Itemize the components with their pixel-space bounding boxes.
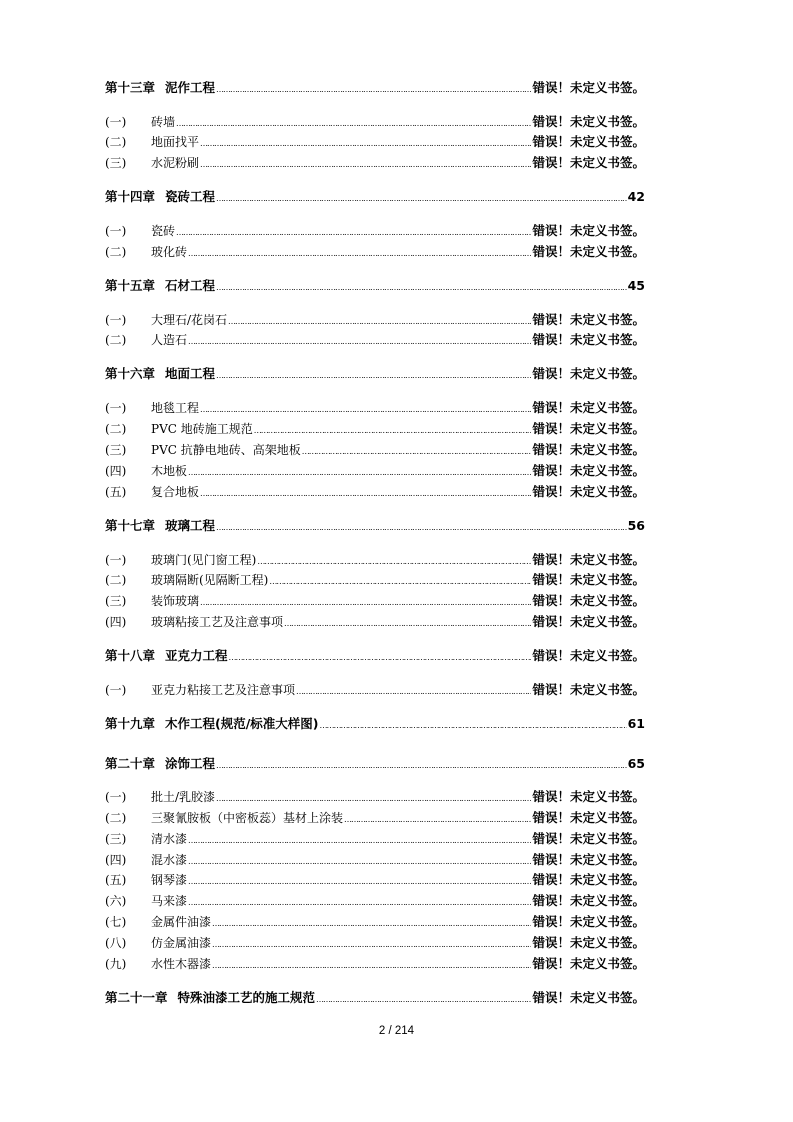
toc-entry-title: 瓷砖工程	[165, 189, 216, 204]
toc-entry-number: (二)	[105, 573, 127, 587]
toc-section-entry[interactable]	[105, 153, 645, 173]
toc-section-entry[interactable]	[105, 891, 645, 911]
toc-section-entry[interactable]	[105, 954, 645, 974]
toc-leader-dots	[228, 313, 531, 327]
toc-chapter-entry[interactable]	[105, 988, 645, 1008]
toc-entry-number: (五)	[105, 485, 127, 499]
toc-entry-page: 错误！未定义书签。	[532, 484, 645, 499]
toc-section-entry[interactable]	[105, 330, 645, 350]
toc-entry-page: 错误！未定义书签。	[532, 421, 645, 436]
toc-entry-page: 45	[627, 278, 645, 293]
toc-entry-title: 马来漆	[151, 894, 188, 908]
toc-entry-number: 第十五章	[105, 278, 156, 293]
toc-leader-dots	[316, 990, 531, 1005]
toc-entry-number: 第十三章	[105, 80, 156, 95]
toc-chapter-entry[interactable]	[105, 646, 645, 666]
toc-entry-page: 错误！未定义书签。	[532, 893, 645, 908]
toc-entry-page: 错误！未定义书签。	[532, 442, 645, 457]
toc-leader-dots	[200, 485, 531, 499]
toc-entry-page: 61	[627, 716, 645, 731]
toc-section-entry[interactable]	[105, 787, 645, 807]
toc-section-entry[interactable]	[105, 112, 645, 132]
toc-entry-title: 玻化砖	[151, 245, 188, 259]
toc-entry-title: 木地板	[151, 464, 188, 478]
toc-entry-title: 涂饰工程	[165, 756, 216, 771]
toc-entry-page: 错误！未定义书签。	[532, 400, 645, 415]
toc-entry-page: 错误！未定义书签。	[532, 463, 645, 478]
toc-leader-dots	[216, 278, 627, 293]
toc-entry-page: 错误！未定义书签。	[532, 810, 645, 825]
toc-entry-page: 42	[627, 189, 645, 204]
toc-entry-title: 玻璃隔断(见隔断工程)	[151, 573, 269, 587]
toc-entry-title: 玻璃工程	[165, 518, 216, 533]
toc-entry-number: (三)	[105, 443, 127, 457]
toc-leader-dots	[216, 518, 627, 533]
toc-entry-page: 错误！未定义书签。	[532, 155, 645, 170]
toc-entry-number: (二)	[105, 422, 127, 436]
page-number: 2 / 214	[378, 1025, 415, 1037]
toc-entry-page: 错误！未定义书签。	[532, 648, 645, 663]
toc-chapter-entry[interactable]	[105, 364, 645, 384]
toc-section-entry[interactable]	[105, 870, 645, 890]
toc-section-entry[interactable]	[105, 933, 645, 953]
toc-entry-page: 错误！未定义书签。	[532, 80, 645, 95]
toc-section-entry[interactable]	[105, 482, 645, 502]
toc-leader-dots	[188, 894, 531, 908]
toc-entry-page: 错误！未定义书签。	[532, 366, 645, 381]
toc-entry-page: 错误！未定义书签。	[532, 114, 645, 129]
toc-leader-dots	[254, 422, 532, 436]
toc-entry-number: 第二十一章	[105, 990, 168, 1005]
toc-entry-title: 复合地板	[151, 485, 200, 499]
toc-chapter-entry[interactable]	[105, 516, 645, 536]
toc-chapter-entry[interactable]	[105, 754, 645, 774]
toc-entry-title: 石材工程	[165, 278, 216, 293]
toc-entry-title: 批土/乳胶漆	[151, 790, 216, 804]
toc-entry-number: (七)	[105, 915, 127, 929]
toc-entry-number: 第十七章	[105, 518, 156, 533]
toc-entry-page: 错误！未定义书签。	[532, 332, 645, 347]
toc-entry-page: 错误！未定义书签。	[532, 134, 645, 149]
toc-entry-title: 玻璃门(见门窗工程)	[151, 553, 257, 567]
toc-leader-dots	[212, 936, 531, 950]
toc-entry-title: 水性木器漆	[151, 957, 212, 971]
toc-section-entry[interactable]	[105, 808, 645, 828]
toc-entry-number: (一)	[105, 115, 127, 129]
toc-leader-dots	[188, 245, 531, 259]
toc-entry-page: 错误！未定义书签。	[532, 956, 645, 971]
toc-entry-title: 仿金属油漆	[151, 936, 212, 950]
toc-leader-dots	[216, 80, 531, 95]
toc-section-entry[interactable]	[105, 221, 645, 241]
toc-entry-title: 大理石/花岗石	[151, 313, 228, 327]
toc-leader-dots	[188, 333, 531, 347]
toc-section-entry[interactable]	[105, 550, 645, 570]
toc-leader-dots	[229, 648, 532, 663]
toc-leader-dots	[188, 873, 531, 887]
toc-entry-number: (一)	[105, 683, 127, 697]
toc-entry-title: 清水漆	[151, 832, 188, 846]
toc-entry-page: 错误！未定义书签。	[532, 244, 645, 259]
toc-entry-number: (五)	[105, 873, 127, 887]
toc-entry-page: 错误！未定义书签。	[532, 223, 645, 238]
toc-entry-page: 65	[627, 756, 645, 771]
toc-section-entry[interactable]	[105, 398, 645, 418]
toc-leader-dots	[200, 594, 531, 608]
toc-entry-title: 装饰玻璃	[151, 594, 200, 608]
toc-entry-title: 三聚氰胺板（中密板蕊）基材上涂装	[151, 811, 344, 825]
toc-section-entry[interactable]	[105, 419, 645, 439]
toc-entry-page: 错误！未定义书签。	[532, 990, 645, 1005]
toc-entry-number: (四)	[105, 853, 127, 867]
toc-entry-number: 第十四章	[105, 189, 156, 204]
toc-leader-dots	[216, 756, 627, 771]
toc-leader-dots	[212, 915, 531, 929]
toc-entry-number: (四)	[105, 615, 127, 629]
toc-entry-number: (二)	[105, 245, 127, 259]
toc-entry-title: 亚克力工程	[165, 648, 228, 663]
toc-entry-title: 水泥粉刷	[151, 156, 200, 170]
toc-entry-page: 错误！未定义书签。	[532, 914, 645, 929]
toc-leader-dots	[200, 401, 531, 415]
toc-entry-number: (三)	[105, 832, 127, 846]
toc-section-entry[interactable]	[105, 242, 645, 262]
toc-leader-dots	[320, 716, 627, 731]
toc-leader-dots	[344, 811, 531, 825]
toc-entry-number: (二)	[105, 333, 127, 347]
toc-section-entry[interactable]	[105, 461, 645, 481]
toc-leader-dots	[216, 366, 531, 381]
toc-chapter-entry[interactable]	[105, 714, 645, 734]
toc-leader-dots	[216, 189, 627, 204]
toc-section-entry[interactable]	[105, 680, 645, 700]
toc-entry-title: 金属件油漆	[151, 915, 212, 929]
toc-section-entry[interactable]	[105, 570, 645, 590]
toc-chapter-entry[interactable]	[105, 276, 645, 296]
toc-leader-dots	[302, 443, 532, 457]
toc-entry-title: 混水漆	[151, 853, 188, 867]
toc-leader-dots	[188, 464, 531, 478]
toc-section-entry[interactable]	[105, 591, 645, 611]
toc-section-entry[interactable]	[105, 612, 645, 632]
toc-section-entry[interactable]	[105, 829, 645, 849]
toc-leader-dots	[176, 224, 531, 238]
toc-section-entry[interactable]	[105, 850, 645, 870]
toc-leader-dots	[296, 683, 531, 697]
toc-entry-page: 错误！未定义书签。	[532, 572, 645, 587]
toc-leader-dots	[212, 957, 531, 971]
toc-leader-dots	[200, 135, 531, 149]
toc-entry-number: 第十八章	[105, 648, 156, 663]
toc-entry-number: (一)	[105, 401, 127, 415]
toc-chapter-entry[interactable]	[105, 187, 645, 207]
toc-entry-title: 特殊油漆工艺的施工规范	[177, 990, 316, 1005]
toc-entry-title: 砖墙	[151, 115, 176, 129]
toc-entry-title: 地毯工程	[151, 401, 200, 415]
toc-entry-number: (二)	[105, 811, 127, 825]
toc-entry-title: 玻璃粘接工艺及注意事项	[151, 615, 284, 629]
toc-leader-dots	[284, 615, 531, 629]
toc-leader-dots	[257, 553, 531, 567]
toc-entry-number: (九)	[105, 957, 127, 971]
toc-entry-number: (一)	[105, 224, 127, 238]
toc-leader-dots	[176, 115, 531, 129]
toc-entry-page: 错误！未定义书签。	[532, 614, 645, 629]
toc-entry-page: 56	[627, 518, 645, 533]
toc-entry-number: (三)	[105, 594, 127, 608]
toc-leader-dots	[216, 790, 531, 804]
toc-entry-page: 错误！未定义书签。	[532, 852, 645, 867]
toc-entry-number: (三)	[105, 156, 127, 170]
toc-entry-number: (六)	[105, 894, 127, 908]
toc-leader-dots	[200, 156, 531, 170]
toc-entry-title: 地面工程	[165, 366, 216, 381]
toc-section-entry[interactable]	[105, 440, 645, 460]
toc-entry-number: (一)	[105, 553, 127, 567]
toc-leader-dots	[188, 853, 531, 867]
toc-entry-number: (一)	[105, 313, 127, 327]
toc-entry-page: 错误！未定义书签。	[532, 312, 645, 327]
toc-entry-number: (八)	[105, 936, 127, 950]
toc-leader-dots	[188, 832, 531, 846]
toc-entry-page: 错误！未定义书签。	[532, 831, 645, 846]
toc-entry-page: 错误！未定义书签。	[532, 682, 645, 697]
toc-entry-page: 错误！未定义书签。	[532, 935, 645, 950]
toc-chapter-entry[interactable]	[105, 78, 645, 98]
toc-entry-page: 错误！未定义书签。	[532, 552, 645, 567]
toc-section-entry[interactable]	[105, 912, 645, 932]
toc-entry-number: 第二十章	[105, 756, 156, 771]
toc-entry-number: (二)	[105, 135, 127, 149]
toc-entry-title: 泥作工程	[165, 80, 216, 95]
toc-section-entry[interactable]	[105, 310, 645, 330]
toc-entry-page: 错误！未定义书签。	[532, 789, 645, 804]
toc-entry-title: 钢琴漆	[151, 873, 188, 887]
toc-entry-number: (一)	[105, 790, 127, 804]
toc-entry-title: PVC 地砖施工规范	[151, 422, 253, 436]
toc-entry-title: 瓷砖	[151, 224, 176, 238]
toc-entry-number: 第十六章	[105, 366, 156, 381]
toc-entry-title: PVC 抗静电地砖、高架地板	[151, 443, 301, 457]
toc-entry-title: 亚克力粘接工艺及注意事项	[151, 683, 296, 697]
toc-section-entry[interactable]	[105, 132, 645, 152]
toc-entry-title: 地面找平	[151, 135, 200, 149]
toc-entry-title: 人造石	[151, 333, 188, 347]
toc-entry-number: 第十九章	[105, 716, 156, 731]
toc-entry-title: 木作工程(规范/标准大样图)	[165, 716, 319, 731]
toc-entry-number: (四)	[105, 464, 127, 478]
toc-entry-page: 错误！未定义书签。	[532, 593, 645, 608]
toc-entry-page: 错误！未定义书签。	[532, 872, 645, 887]
toc-leader-dots	[269, 573, 531, 587]
